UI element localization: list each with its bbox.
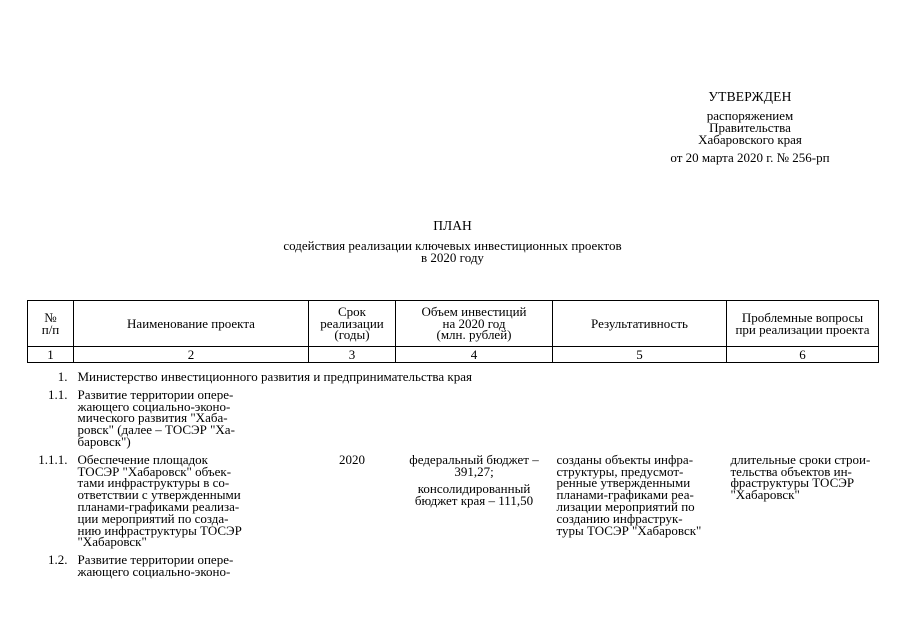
text-line: созданы объекты инфра- (556, 451, 694, 467)
text-line: 391,27; (454, 463, 494, 479)
text-line: жающего социально-эконо- (77, 398, 231, 414)
header-issues (727, 301, 879, 347)
project-term: 2020 (339, 451, 365, 467)
project-name (74, 554, 309, 584)
investment-volume (396, 451, 553, 554)
budget-group (400, 451, 549, 479)
column-number-row (28, 347, 879, 363)
header-line: (млн. рублей) (436, 327, 512, 343)
column-number: 5 (553, 347, 727, 363)
table-header-row (28, 301, 879, 347)
header-number (28, 301, 74, 347)
text-line: "Хабаровск" (730, 487, 800, 503)
column-number: 1 (28, 347, 74, 363)
text-line: Развитие территории опере- (77, 552, 234, 568)
header-project-name (74, 301, 309, 347)
row-index: 1.1. (48, 386, 68, 402)
row-index: 1.2. (48, 552, 68, 568)
header-line: Результативность (591, 315, 688, 331)
project-result (553, 451, 727, 554)
text-line: мического развития "Хаба- (77, 410, 228, 426)
text-line: тельства объектов ин- (730, 463, 852, 479)
text-line: консолидированный (417, 481, 531, 497)
title-heading: ПЛАН (433, 218, 472, 233)
project-issues (727, 451, 879, 554)
header-line: при реализации проекта (735, 321, 870, 337)
header-line: на 2020 год (442, 315, 506, 331)
header-line: (годы) (334, 327, 370, 343)
document-title (200, 219, 705, 232)
table-row (28, 554, 879, 584)
text-line: Обеспечение площадок (77, 451, 208, 467)
section-name: Министерство инвестиционного развития и предпринимательства края (77, 369, 472, 384)
column-number: 3 (309, 347, 396, 363)
header-line: реализации (320, 315, 384, 331)
project-name (74, 386, 309, 454)
text-line: Развитие территории опере- (77, 386, 234, 402)
column-number: 2 (74, 347, 309, 363)
text-line: ровск" (далее – ТОСЭР "Ха- (77, 422, 235, 438)
header-line: Наименование проекта (127, 315, 255, 331)
header-line: № (44, 309, 57, 325)
text-line: фраструктуры ТОСЭР (730, 475, 855, 491)
text-line: ответствии с утвержденными (77, 487, 241, 503)
header-line: Объем инвестиций (421, 303, 527, 319)
text-line: бюджет края – 111,50 (414, 493, 534, 509)
subtitle-line: в 2020 году (421, 250, 484, 265)
row-index: 1.1.1. (38, 451, 68, 467)
text-line: ренные утвержденными (556, 475, 691, 491)
text-line: тами инфраструктуры в со- (77, 475, 230, 491)
text-line: структуры, предусмот- (556, 463, 684, 479)
header-line: Проблемные вопросы (741, 309, 864, 325)
text-line: планами-графиками реа- (556, 487, 694, 503)
approval-block (640, 90, 860, 164)
header-result (553, 301, 727, 347)
header-investment (396, 301, 553, 347)
header-line: Срок (338, 303, 366, 319)
plan-table (27, 300, 879, 584)
header-line: п/п (41, 321, 60, 337)
approval-line: Правительства (709, 120, 791, 135)
approval-line: распоряжением (706, 108, 794, 123)
document-subtitle (200, 240, 705, 264)
text-line: ции мероприятий по созда- (77, 510, 229, 526)
text-line: нию инфраструктуры ТОСЭР (77, 522, 242, 538)
text-line: баровск") (77, 433, 131, 449)
text-line: лизации мероприятий по (556, 498, 695, 514)
text-line: "Хабаровск" (77, 534, 147, 550)
approval-stamp: УТВЕРЖДЕН (708, 89, 792, 104)
column-number: 4 (396, 347, 553, 363)
table-row (28, 389, 879, 454)
header-term (309, 301, 396, 347)
text-line: ТОСЭР "Хабаровск" объек- (77, 463, 232, 479)
text-line: федеральный бюджет – (409, 451, 539, 467)
text-line: длительные сроки строи- (730, 451, 871, 467)
subtitle-line: содействия реализации ключевых инвестиционных проектов (283, 238, 622, 253)
column-number: 6 (727, 347, 879, 363)
text-line: жающего социально-эконо- (77, 563, 231, 579)
text-line: планами-графиками реализа- (77, 498, 240, 514)
table-row (28, 454, 879, 554)
text-line: туры ТОСЭР "Хабаровск" (556, 522, 702, 538)
budget-group (400, 483, 549, 507)
text-line: созданию инфраструк- (556, 510, 683, 526)
approval-line: Хабаровского края (698, 132, 802, 147)
section-index: 1. (57, 369, 68, 384)
project-name (74, 451, 309, 554)
approval-date: от 20 марта 2020 г. № 256-рп (670, 150, 830, 165)
